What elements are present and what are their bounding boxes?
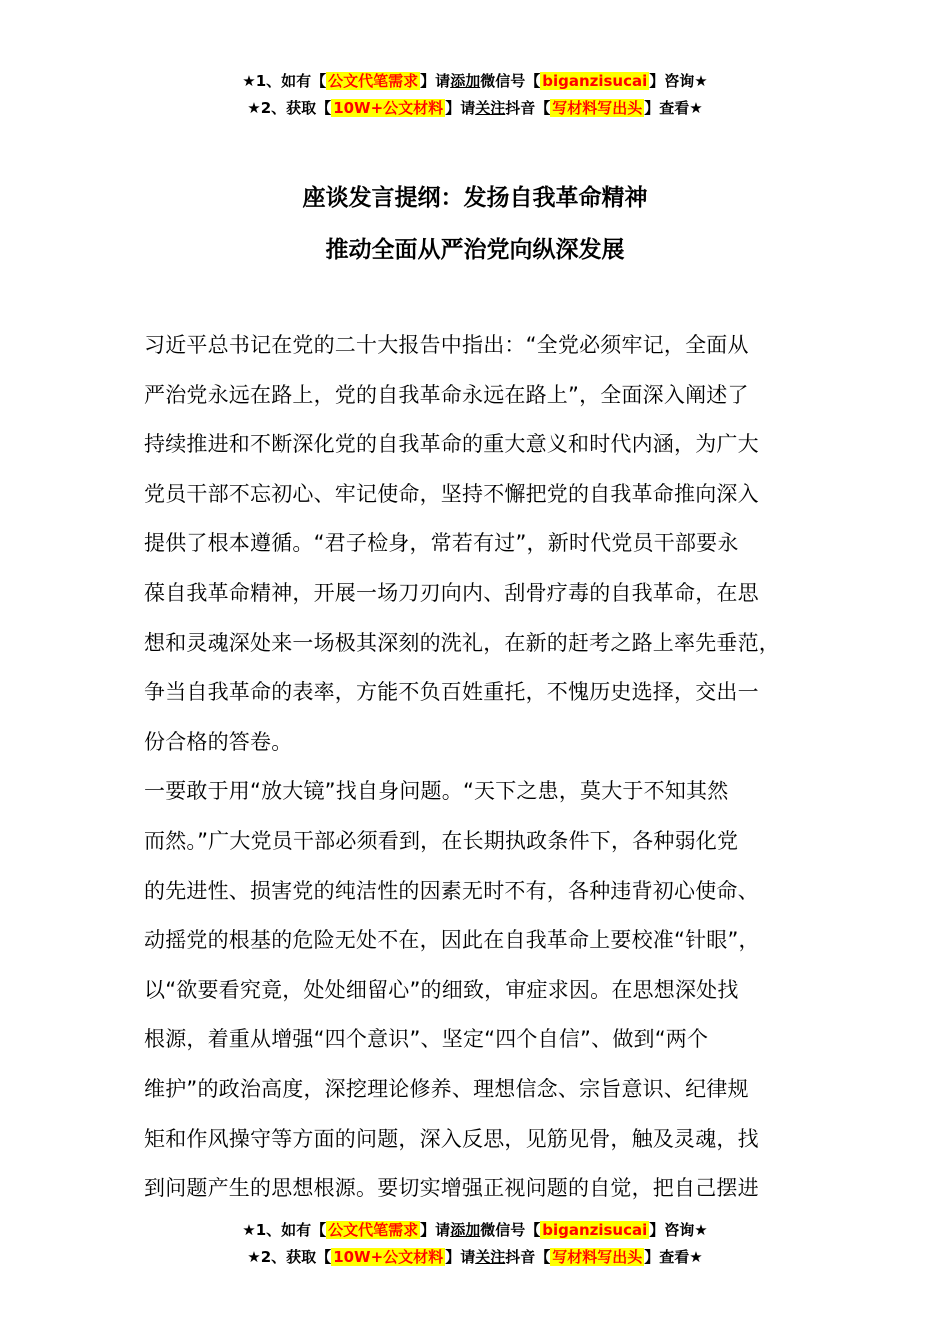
title-line-1: 座谈发言提纲：发扬自我革命精神 xyxy=(302,185,648,211)
body-line: 党员干部不忘初心、牢记使命，坚持不懈把党的自我革命推向深入 xyxy=(144,481,759,506)
body-line: 提供了根本遵循。“君子检身，常若有过”，新时代党员干部要永 xyxy=(144,531,739,556)
highlight-douyin: 写材料写出头 xyxy=(552,1248,643,1266)
body-line: 严治党永远在路上，党的自我革命永远在路上”，全面深入阐述了 xyxy=(144,382,749,407)
body-line: 持续推进和不断深化党的自我革命的重大意义和时代内涵，为广大 xyxy=(144,432,759,457)
body-line: 动摇党的根基的危险无处不在，因此在自我革命上要校准“针眼”， xyxy=(144,928,760,953)
highlight-wechat-id: biganzisucai xyxy=(542,1221,648,1239)
body-line: 一要敢于用“放大镜”找自身问题。“天下之患，莫大于不知其然 xyxy=(144,779,729,804)
body-line: 根源，着重从增强“四个意识”、坚定“四个自信”、做到“两个 xyxy=(144,1027,709,1052)
title-line-2: 推动全面从严治党向纵深发展 xyxy=(325,237,625,263)
body-line: 维护”的政治高度，深挖理论修养、理想信念、宗旨意识、纪律规 xyxy=(144,1076,749,1101)
body-line: 矩和作风操守等方面的问题，深入反思，见筋见骨，触及灵魂，找 xyxy=(144,1126,759,1151)
highlight-douyin: 写材料写出头 xyxy=(552,99,643,117)
highlight-service: 公文代笔需求 xyxy=(328,1221,419,1239)
body-line: 而然。”广大党员干部必须看到，在长期执政条件下，各种弱化党 xyxy=(144,828,739,853)
document-title xyxy=(0,172,950,276)
highlight-materials: 10W+公文材料 xyxy=(333,99,444,117)
banner-line-2: ★2、获取【 10W+公文材料 】请关注抖音【 写材料写出头 】查看★ xyxy=(247,99,703,117)
body-text xyxy=(144,321,834,1214)
body-line: 想和灵魂深处来一场极其深刻的洗礼，在新的赶考之路上率先垂范， xyxy=(144,630,780,655)
banner-line-1: ★1、如有【 公文代笔需求 】请添加微信号【 biganzisucai 】咨询★ xyxy=(242,1221,708,1239)
body-line: 葆自我革命精神，开展一场刀刃向内、刮骨疗毒的自我革命，在思 xyxy=(144,580,759,605)
body-line: 份合格的答卷。 xyxy=(144,729,293,754)
banner-line-2: ★2、获取【 10W+公文材料 】请关注抖音【 写材料写出头 】查看★ xyxy=(247,1248,703,1266)
body-line: 到问题产生的思想根源。要切实增强正视问题的自觉，把自己摆进 xyxy=(144,1176,759,1201)
banner-line-1: ★1、如有【 公文代笔需求 】请添加微信号【 biganzisucai 】咨询★ xyxy=(242,72,708,90)
header-banner xyxy=(0,68,950,122)
highlight-wechat-id: biganzisucai xyxy=(542,72,648,90)
body-line: 争当自我革命的表率，方能不负百姓重托，不愧历史选择，交出一 xyxy=(144,680,759,705)
highlight-service: 公文代笔需求 xyxy=(328,72,419,90)
body-line: 习近平总书记在党的二十大报告中指出：“全党必须牢记，全面从 xyxy=(144,333,749,357)
body-line: 的先进性、损害党的纯洁性的因素无时不有，各种违背初心使命、 xyxy=(144,878,759,903)
highlight-materials: 10W+公文材料 xyxy=(333,1248,444,1266)
footer-banner xyxy=(0,1217,950,1271)
body-line: 以“欲要看究竟，处处细留心”的细致，审症求因。在思想深处找 xyxy=(144,977,739,1002)
